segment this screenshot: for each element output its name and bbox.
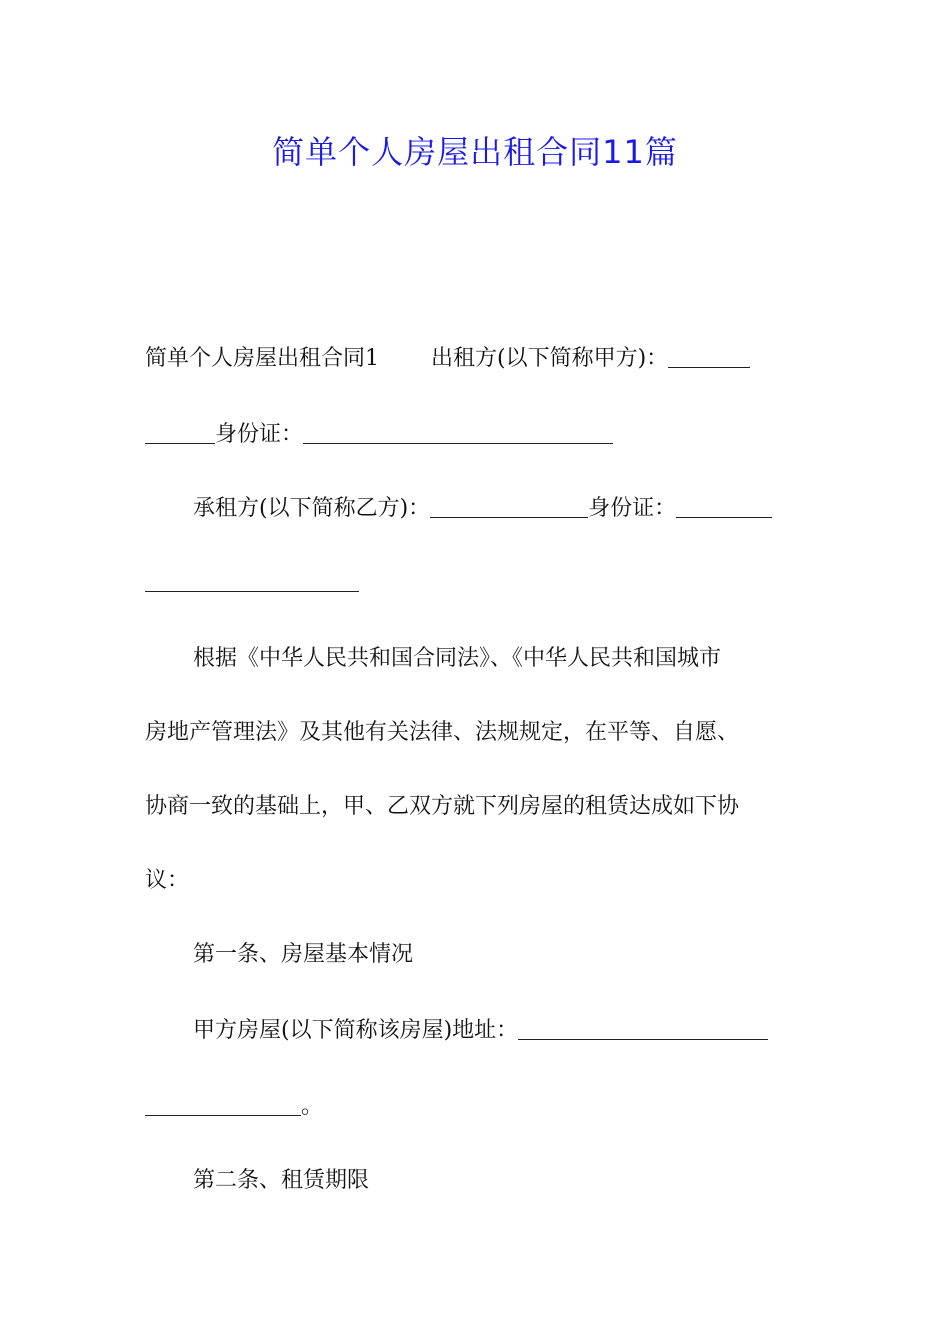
address-end-mark: 。 <box>301 1094 324 1119</box>
lessor-name-blank-continued <box>145 421 215 444</box>
article-2-heading: 第二条、租赁期限 <box>193 1168 370 1193</box>
lessee-id-blank-continued <box>145 569 359 592</box>
lessee-id-continued-line <box>145 566 807 600</box>
lessor-name-blank <box>668 345 750 368</box>
lessor-label: 出租方(以下简称甲方)： <box>431 346 669 371</box>
address-blank-continued <box>145 1093 301 1116</box>
lessee-name-blank <box>430 495 588 518</box>
paragraph-1-line-3: 协商一致的基础上，甲、乙双方就下列房屋的租赁达成如下协 <box>145 794 740 819</box>
article-1-heading: 第一条、房屋基本情况 <box>193 942 414 967</box>
address-line <box>193 1014 807 1048</box>
lessee-line <box>193 492 807 526</box>
paragraph-1-line-4: 议： <box>145 868 190 893</box>
address-continued-line <box>145 1090 807 1124</box>
lessee-id-blank <box>676 495 772 518</box>
lessor-id-line <box>145 418 807 452</box>
address-blank <box>518 1017 768 1040</box>
paragraph-1-line-1: 根据《中华人民共和国合同法》、《中华人民共和国城市 <box>193 646 722 671</box>
lessor-id-blank <box>303 421 613 444</box>
lessor-line <box>145 342 807 376</box>
address-label: 甲方房屋(以下简称该房屋)地址： <box>193 1018 519 1043</box>
lessee-id-label: 身份证： <box>588 496 677 521</box>
section-heading: 简单个人房屋出租合同1 <box>145 346 379 371</box>
lessor-id-label: 身份证： <box>215 422 304 447</box>
lessee-label: 承租方(以下简称乙方)： <box>193 496 431 521</box>
document-title: 简单个人房屋出租合同11篇 <box>272 133 678 171</box>
paragraph-1-line-2: 房地产管理法》及其他有关法律、法规规定，在平等、自愿、 <box>145 720 740 745</box>
